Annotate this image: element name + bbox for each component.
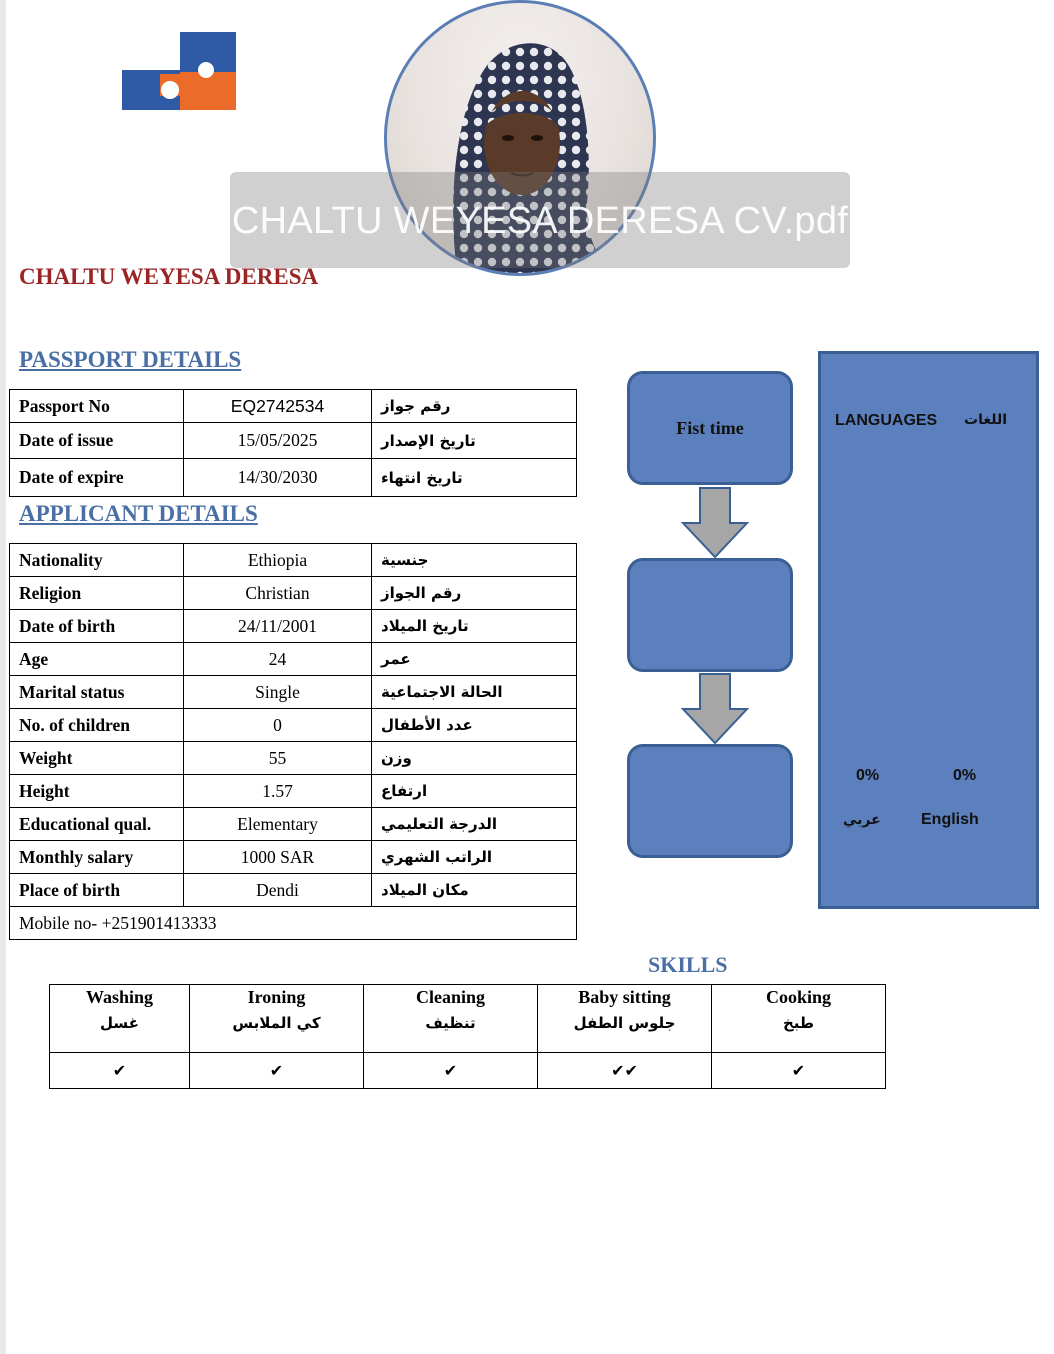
row-arabic: رقم الجواز	[372, 577, 577, 610]
puzzle-logo	[120, 30, 240, 112]
table-row	[10, 423, 577, 459]
skill-header	[50, 985, 190, 1053]
row-label: Date of birth	[10, 610, 184, 643]
row-arabic: جنسية	[372, 544, 577, 577]
row-arabic: الدرجة التعليمي	[372, 808, 577, 841]
language-name-arabic: عربي	[843, 812, 881, 828]
row-label: Date of expire	[10, 459, 184, 497]
table-row	[10, 643, 577, 676]
row-label: No. of children	[10, 709, 184, 742]
table-row	[10, 459, 577, 497]
applicant-name: CHALTU WEYESA DERESA	[19, 264, 319, 289]
table-row	[10, 390, 577, 423]
row-value: 24	[184, 643, 372, 676]
filename-overlay: CHALTU WEYESA DERESA CV.pdf	[230, 172, 850, 268]
mobile-number: Mobile no- +251901413333	[10, 907, 577, 940]
language-level-english: 0%	[953, 767, 977, 784]
skill-check-mark: ✔	[712, 1053, 886, 1089]
passport-details-title: PASSPORT DETAILS	[19, 347, 242, 372]
applicant-details-title: APPLICANT DETAILS	[19, 501, 258, 526]
row-arabic: عمر	[372, 643, 577, 676]
row-arabic: مكان الميلاد	[372, 874, 577, 907]
flowchart-box-first: Fist time	[627, 371, 793, 485]
row-arabic: تاريخ انتهاء	[372, 459, 577, 497]
language-name-english: English	[921, 811, 979, 828]
down-arrow-icon	[680, 487, 750, 559]
skill-name-arabic: طبخ	[782, 1014, 815, 1032]
skill-check-mark: ✔✔	[538, 1053, 712, 1089]
skill-name: Ironing	[247, 987, 306, 1007]
skill-name-arabic: جلوس الطفل	[573, 1014, 676, 1032]
skill-check-mark: ✔	[364, 1053, 538, 1089]
row-value: 55	[184, 742, 372, 775]
skill-name: Cleaning	[415, 987, 485, 1007]
row-value: Ethiopia	[184, 544, 372, 577]
skills-title: SKILLS	[648, 952, 728, 977]
down-arrow-icon	[680, 673, 750, 745]
row-arabic: وزن	[372, 742, 577, 775]
table-row	[10, 577, 577, 610]
table-row	[10, 544, 577, 577]
skill-name: Cooking	[765, 987, 832, 1007]
table-row	[10, 907, 577, 940]
row-value: 14/30/2030	[184, 459, 372, 497]
row-value: Christian	[184, 577, 372, 610]
skill-header	[538, 985, 712, 1053]
row-value: 1.57	[184, 775, 372, 808]
skill-name: Washing	[85, 987, 154, 1007]
table-row	[10, 676, 577, 709]
skill-name: Baby sitting	[578, 987, 671, 1007]
skill-name-arabic: تنظيف	[425, 1014, 476, 1032]
row-arabic: تاريخ الميلاد	[372, 610, 577, 643]
language-level-arabic: 0%	[856, 767, 880, 784]
passport-table	[9, 389, 577, 497]
row-value: EQ2742534	[184, 390, 372, 423]
row-label: Date of issue	[10, 423, 184, 459]
row-value: Single	[184, 676, 372, 709]
row-arabic: الراتب الشهري	[372, 841, 577, 874]
row-value: Dendi	[184, 874, 372, 907]
skill-check-mark: ✔	[190, 1053, 364, 1089]
row-value: 1000 SAR	[184, 841, 372, 874]
languages-panel	[818, 351, 1039, 909]
row-arabic: ارتفاع	[372, 775, 577, 808]
table-row	[10, 709, 577, 742]
skills-table	[49, 984, 886, 1089]
languages-title: LANGUAGES	[835, 412, 938, 429]
row-value: 0	[184, 709, 372, 742]
row-label: Passport No	[10, 390, 184, 423]
skill-check-mark: ✔	[50, 1053, 190, 1089]
skill-header	[712, 985, 886, 1053]
skill-name-arabic: كي الملابس	[232, 1014, 321, 1032]
row-label: Nationality	[10, 544, 184, 577]
skill-header	[190, 985, 364, 1053]
table-row	[10, 874, 577, 907]
row-arabic: عدد الأطفال	[372, 709, 577, 742]
languages-title-arabic: اللغات	[964, 412, 1007, 428]
row-arabic: رقم جواز	[372, 390, 577, 423]
row-value: 24/11/2001	[184, 610, 372, 643]
table-row	[10, 610, 577, 643]
page-edge	[0, 0, 6, 1354]
flowchart-box-second	[627, 558, 793, 672]
skill-name-arabic: غسل	[100, 1014, 139, 1032]
table-row	[10, 775, 577, 808]
row-label: Height	[10, 775, 184, 808]
table-row	[50, 985, 886, 1053]
row-value: Elementary	[184, 808, 372, 841]
row-label: Weight	[10, 742, 184, 775]
row-label: Age	[10, 643, 184, 676]
flowchart-box-third	[627, 744, 793, 858]
table-row	[50, 1053, 886, 1089]
row-label: Place of birth	[10, 874, 184, 907]
row-label: Monthly salary	[10, 841, 184, 874]
row-arabic: الحالة الاجتماعية	[372, 676, 577, 709]
table-row	[10, 808, 577, 841]
row-arabic: تاريخ الإصدار	[372, 423, 577, 459]
row-value: 15/05/2025	[184, 423, 372, 459]
row-label: Educational qual.	[10, 808, 184, 841]
table-row	[10, 841, 577, 874]
skill-header	[364, 985, 538, 1053]
applicant-table	[9, 543, 577, 940]
table-row	[10, 742, 577, 775]
row-label: Marital status	[10, 676, 184, 709]
row-label: Religion	[10, 577, 184, 610]
